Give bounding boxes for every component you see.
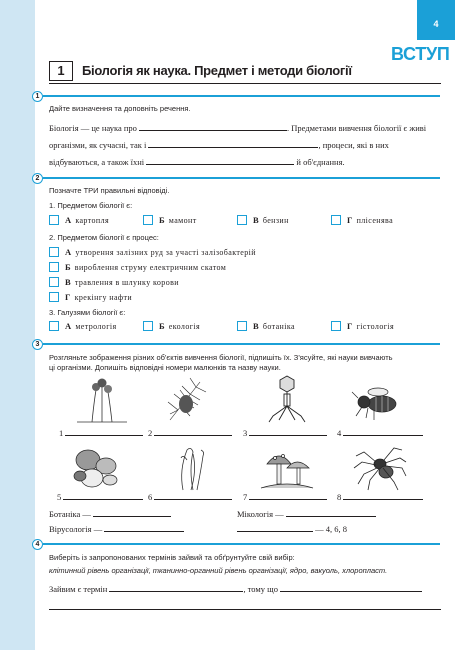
botany-row [49,509,171,519]
science-name-blank[interactable] [237,524,313,532]
q1-option-d-text: плісенява [356,216,394,225]
alga-icon [163,440,223,492]
mycology-blank[interactable] [286,509,376,517]
left-margin-band [0,0,35,650]
task-1-text-1a: Біологія — це наука про [49,123,137,133]
q3-option-a-letter: А [65,321,72,331]
task-1-sentence-2 [49,140,389,150]
q3-option-b-text: екологія [168,322,201,331]
q2-option-c-text: травлення в шлунку корови [74,278,179,287]
q1-option-a-letter: А [65,215,72,225]
q3-option-c-letter: В [253,321,259,331]
mycology-row [237,509,376,519]
image-7-caption [243,492,327,502]
definition-blank-2[interactable] [148,140,318,148]
task-1-sentence-1 [49,123,426,133]
q3-option-b [159,321,200,331]
mushroom-mold-icon [72,372,132,424]
task-2-badge: 2 [32,173,43,184]
task-1-text-2a: організми, як сучасні, так і [49,140,147,150]
image-6-blank[interactable] [154,492,232,500]
task-1-sentence-3 [49,157,345,167]
numbers-hint-label: — 4, 6, 8 [315,524,347,534]
image-4-blank[interactable] [343,428,423,436]
image-8-blank[interactable] [343,492,423,500]
q2-option-a-letter: А [65,247,72,257]
virology-row [49,524,184,534]
task-3-instruction-line-1: Розгляньте зображення різних об'єктів вивчення біології, підпишіть їх. З'ясуйте, які науки вивчають [49,353,393,362]
task-1-text-3b: й об'єднання. [296,157,345,167]
page-number: 4 [433,19,439,29]
numbers-hint-row [237,524,347,534]
mycology-label: Мікологія — [237,509,284,519]
image-3-number: 3 [243,428,248,438]
task-1-instruction: Дайте визначення та доповніть речення. [49,104,191,113]
task-4-answer-text-b: , тому що [243,584,278,594]
q1-option-b-letter: Б [159,215,165,225]
bee-icon [348,380,408,432]
q3-option-a-text: метрологія [75,322,117,331]
q1-option-b [159,215,197,225]
image-2-blank[interactable] [154,428,232,436]
spider-icon [350,440,410,492]
mushrooms-icon [257,440,317,492]
q1-option-c-letter: В [253,215,259,225]
q1-option-a [65,215,109,225]
task-1-divider [43,95,440,97]
q1-option-a-text: картопля [75,216,110,225]
q3-option-c [253,321,295,331]
q2-option-d [65,292,132,302]
q2-option-b-text: вироблення струму електричним скатом [74,263,227,272]
definition-blank-3[interactable] [146,157,294,165]
task-3-instruction-line-2: ці організми. Допишіть відповідні номери малюнків та назву науки. [49,363,281,372]
q1-option-c-checkbox[interactable] [237,215,247,225]
q2-option-a-text: утворення залізних руд за участі залізобактерій [75,248,256,257]
section-title: ВСТУП [391,44,450,64]
botany-blank[interactable] [93,509,171,517]
reason-blank[interactable] [280,584,422,592]
image-6-number: 6 [148,492,153,502]
image-3-caption [243,428,327,438]
botany-label: Ботаніка — [49,509,91,519]
virology-blank[interactable] [104,524,184,532]
q1-option-d-checkbox[interactable] [331,215,341,225]
task-1-text-2b: , процеси, які в них [318,140,389,150]
image-1-number: 1 [59,428,64,438]
pine-branch-icon [160,372,220,424]
topic-title: Біологія як наука. Предмет і методи біології [82,63,352,78]
image-5-caption [57,492,143,502]
q3-option-d [347,321,394,331]
image-2-caption [148,428,232,438]
question-3-label: 3. Галузями біології є: [49,308,126,317]
q2-option-d-checkbox[interactable] [49,292,59,302]
task-4-instruction: Виберіть із запропонованих термінів зайвий та обґрунтуйте свій вибір: [49,553,295,562]
image-6-caption [148,492,232,502]
q3-option-d-text: гістологія [356,322,395,331]
image-4-number: 4 [337,428,342,438]
task-1-badge: 1 [32,91,43,102]
q2-option-c-letter: В [65,277,71,287]
image-2-number: 2 [148,428,153,438]
q2-option-d-letter: Г [65,292,71,302]
q2-option-a-checkbox[interactable] [49,247,59,257]
q1-option-d-letter: Г [347,215,353,225]
task-1-text-1b: . Предметами вивчення біології є живі [287,123,427,133]
virology-label: Вірусологія — [49,524,103,534]
image-5-blank[interactable] [63,492,143,500]
page-number-tab [417,0,455,40]
q3-option-a [65,321,117,331]
q3-option-d-checkbox[interactable] [331,321,341,331]
image-5-number: 5 [57,492,62,502]
image-1-blank[interactable] [65,428,143,436]
question-1-label: 1. Предметом біології є: [49,201,133,210]
question-2-label: 2. Предметом біології є процес: [49,233,159,242]
task-2-instruction: Позначте ТРИ правильні відповіді. [49,186,170,195]
q3-option-d-letter: Г [347,321,353,331]
task-4-divider [43,543,440,545]
task-4-answer-text-a: Зайвим є термін [49,584,108,594]
image-7-number: 7 [243,492,248,502]
q2-option-a [65,247,256,257]
image-3-blank[interactable] [249,428,327,436]
q3-option-a-checkbox[interactable] [49,321,59,331]
extra-term-blank[interactable] [109,584,243,592]
task-4-answer-row [49,584,422,594]
answer-line-2[interactable] [49,609,441,610]
q2-option-b-letter: Б [65,262,71,272]
q2-option-d-text: крекінгу нафти [74,293,133,302]
q3-option-c-checkbox[interactable] [237,321,247,331]
task-4-badge: 4 [32,539,43,550]
q2-option-b [65,262,226,272]
q3-option-b-checkbox[interactable] [143,321,153,331]
q1-option-a-checkbox[interactable] [49,215,59,225]
q1-option-b-checkbox[interactable] [143,215,153,225]
q2-option-b-checkbox[interactable] [49,262,59,272]
q2-option-c-checkbox[interactable] [49,277,59,287]
task-4-terms: клітинний рівень організації, тканинно-органний рівень організації, ядро, вакуоль, хлоропласт. [49,566,388,575]
task-1-text-3a: відбуваються, а також їхні [49,157,145,167]
image-1-caption [59,428,143,438]
bacteriophage-icon [257,372,317,424]
task-2-divider [43,177,440,179]
task-3-divider [43,343,440,345]
image-7-blank[interactable] [249,492,327,500]
image-8-number: 8 [337,492,342,502]
definition-blank-1[interactable] [139,123,287,131]
topic-number: 1 [49,61,73,81]
task-3-badge: 3 [32,339,43,350]
image-8-caption [337,492,423,502]
q3-option-b-letter: Б [159,321,165,331]
seeds-icon [66,440,126,492]
q2-option-c [65,277,179,287]
q1-option-c-text: бензин [262,216,289,225]
q1-option-c [253,215,289,225]
q1-option-b-text: мамонт [168,216,197,225]
q3-option-c-text: ботаніка [262,322,295,331]
q1-option-d [347,215,393,225]
topic-divider [49,83,441,84]
image-4-caption [337,428,423,438]
